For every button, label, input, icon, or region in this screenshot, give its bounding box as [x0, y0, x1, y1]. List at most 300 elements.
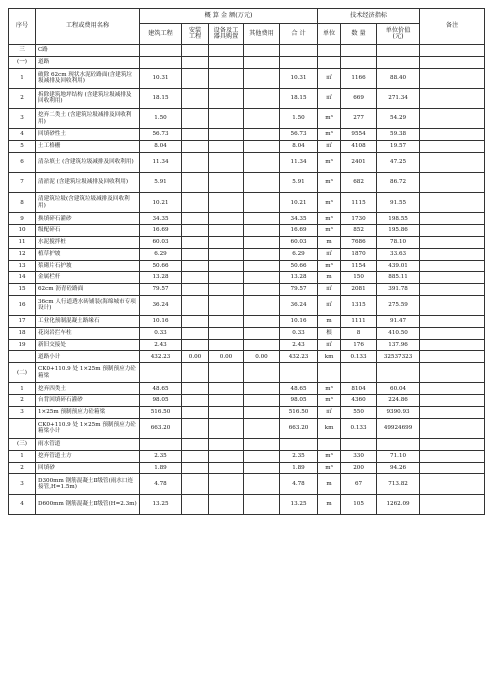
- row-equipment-amount: [209, 68, 244, 88]
- row-building-amount: 50.66: [140, 260, 182, 272]
- row-item-name: 级配碎石: [36, 225, 140, 237]
- row-total-amount: 18.15: [280, 88, 318, 108]
- row-total-amount: 60.03: [280, 236, 318, 248]
- row-equipment-amount: [209, 383, 244, 395]
- header-tech-group: 技术经济指标: [318, 9, 420, 24]
- row-other-amount: [244, 260, 280, 272]
- row-equipment-amount: [209, 284, 244, 296]
- table-row: [9, 260, 485, 272]
- row-total-amount: 6.29: [280, 248, 318, 260]
- row-other-amount: [244, 45, 280, 57]
- row-install-amount: [182, 213, 209, 225]
- row-equipment-amount: [209, 295, 244, 315]
- row-other-amount: [244, 418, 280, 438]
- row-seq: 8: [9, 193, 36, 213]
- row-other-amount: [244, 439, 280, 451]
- row-seq: 13: [9, 260, 36, 272]
- row-install-amount: [182, 450, 209, 462]
- row-building-amount: 1.89: [140, 462, 182, 474]
- header-remark: 备注: [420, 9, 485, 45]
- row-unit: m³: [318, 395, 341, 407]
- row-total-amount: 13.28: [280, 272, 318, 284]
- row-remark: [420, 462, 485, 474]
- row-quantity: [341, 56, 377, 68]
- row-item-name: 道路: [36, 56, 140, 68]
- row-total-amount: 98.05: [280, 395, 318, 407]
- row-building-amount: 4.78: [140, 474, 182, 494]
- header-seq: 序号: [9, 9, 36, 45]
- row-equipment-amount: [209, 45, 244, 57]
- row-install-amount: [182, 474, 209, 494]
- row-item-name: 新旧交接处: [36, 339, 140, 351]
- row-unit: m³: [318, 260, 341, 272]
- row-equipment-amount: [209, 172, 244, 192]
- row-building-amount: [140, 439, 182, 451]
- row-unit: m³: [318, 193, 341, 213]
- row-seq: 14: [9, 272, 36, 284]
- row-total-amount: 516.50: [280, 407, 318, 419]
- row-unit-value: 19.57: [377, 140, 420, 152]
- row-building-amount: 0.33: [140, 327, 182, 339]
- row-remark: [420, 140, 485, 152]
- row-unit-value: 32537323: [377, 351, 420, 363]
- row-total-amount: 36.24: [280, 295, 318, 315]
- row-remark: [420, 418, 485, 438]
- row-equipment-amount: [209, 462, 244, 474]
- row-remark: [420, 225, 485, 237]
- row-remark: [420, 494, 485, 514]
- row-unit: m³: [318, 129, 341, 141]
- row-other-amount: [244, 462, 280, 474]
- row-seq: 16: [9, 295, 36, 315]
- row-total-amount: 1.89: [280, 462, 318, 474]
- row-building-amount: 2.43: [140, 339, 182, 351]
- row-building-amount: 6.29: [140, 248, 182, 260]
- table-row: [9, 129, 485, 141]
- row-total-amount: [280, 363, 318, 383]
- row-quantity: 105: [341, 494, 377, 514]
- table-row: [9, 45, 485, 57]
- row-seq: 4: [9, 129, 36, 141]
- row-unit: [318, 45, 341, 57]
- row-remark: [420, 339, 485, 351]
- row-building-amount: 1.50: [140, 108, 182, 128]
- row-other-amount: [244, 474, 280, 494]
- row-unit: km: [318, 351, 341, 363]
- row-unit: ㎡: [318, 88, 341, 108]
- row-item-name: 清淤泥 (含建筑垃圾减排及回收利用): [36, 172, 140, 192]
- row-unit-value: 59.38: [377, 129, 420, 141]
- row-install-amount: [182, 108, 209, 128]
- row-seq: (二): [9, 363, 36, 383]
- row-total-amount: 16.69: [280, 225, 318, 237]
- row-seq: 19: [9, 339, 36, 351]
- row-other-amount: [244, 68, 280, 88]
- table-row: [9, 418, 485, 438]
- row-install-amount: [182, 316, 209, 328]
- row-remark: [420, 363, 485, 383]
- row-item-name: 工业化预制混凝土路缘石: [36, 316, 140, 328]
- row-unit-value: 198.55: [377, 213, 420, 225]
- row-install-amount: [182, 295, 209, 315]
- row-install-amount: 0.00: [182, 351, 209, 363]
- row-unit-value: 33.63: [377, 248, 420, 260]
- row-building-amount: 5.91: [140, 172, 182, 192]
- row-seq: 7: [9, 172, 36, 192]
- row-remark: [420, 129, 485, 141]
- row-unit-value: 713.82: [377, 474, 420, 494]
- row-equipment-amount: [209, 88, 244, 108]
- row-item-name: 道路小计: [36, 351, 140, 363]
- row-quantity: 150: [341, 272, 377, 284]
- row-install-amount: [182, 45, 209, 57]
- row-remark: [420, 351, 485, 363]
- row-remark: [420, 213, 485, 225]
- row-quantity: 8: [341, 327, 377, 339]
- row-item-name: 回填砂: [36, 462, 140, 474]
- row-unit-value: 195.86: [377, 225, 420, 237]
- row-other-amount: [244, 383, 280, 395]
- row-quantity: [341, 363, 377, 383]
- row-total-amount: [280, 56, 318, 68]
- row-item-name: 花岗岩拦车柱: [36, 327, 140, 339]
- table-row: [9, 284, 485, 296]
- row-total-amount: 48.65: [280, 383, 318, 395]
- row-unit-value: [377, 363, 420, 383]
- table-row: [9, 462, 485, 474]
- row-total-amount: 13.25: [280, 494, 318, 514]
- row-unit-value: 391.78: [377, 284, 420, 296]
- row-unit-value: 88.40: [377, 68, 420, 88]
- row-total-amount: 1.50: [280, 108, 318, 128]
- table-row: [9, 439, 485, 451]
- row-remark: [420, 383, 485, 395]
- table-row: [9, 383, 485, 395]
- row-remark: [420, 327, 485, 339]
- table-row: [9, 363, 485, 383]
- row-quantity: 9554: [341, 129, 377, 141]
- row-install-amount: [182, 129, 209, 141]
- row-unit: m³: [318, 152, 341, 172]
- row-building-amount: 34.35: [140, 213, 182, 225]
- row-unit-value: 137.96: [377, 339, 420, 351]
- row-equipment-amount: [209, 225, 244, 237]
- row-equipment-amount: [209, 494, 244, 514]
- row-equipment-amount: [209, 327, 244, 339]
- row-total-amount: 432.23: [280, 351, 318, 363]
- row-equipment-amount: [209, 316, 244, 328]
- row-unit: [318, 439, 341, 451]
- row-building-amount: 663.20: [140, 418, 182, 438]
- row-total-amount: [280, 439, 318, 451]
- row-unit: m: [318, 316, 341, 328]
- row-total-amount: 10.16: [280, 316, 318, 328]
- header-equipment: 设备及工 器具购置: [209, 24, 244, 45]
- row-seq: 2: [9, 462, 36, 474]
- row-unit: m³: [318, 383, 341, 395]
- row-seq: 17: [9, 316, 36, 328]
- row-equipment-amount: [209, 236, 244, 248]
- row-item-name: C路: [36, 45, 140, 57]
- row-building-amount: 10.16: [140, 316, 182, 328]
- row-seq: [9, 418, 36, 438]
- row-unit: ㎡: [318, 295, 341, 315]
- row-item-name: 挖弃四类土: [36, 383, 140, 395]
- row-unit-value: 60.04: [377, 383, 420, 395]
- header-unit: 单位: [318, 24, 341, 45]
- row-seq: 2: [9, 395, 36, 407]
- row-total-amount: 2.35: [280, 450, 318, 462]
- header-qty: 数 量: [341, 24, 377, 45]
- row-remark: [420, 108, 485, 128]
- table-row: [9, 272, 485, 284]
- row-other-amount: [244, 56, 280, 68]
- row-install-amount: [182, 225, 209, 237]
- row-other-amount: [244, 225, 280, 237]
- row-seq: 9: [9, 213, 36, 225]
- row-quantity: 0.133: [341, 418, 377, 438]
- row-quantity: 682: [341, 172, 377, 192]
- table-row: [9, 295, 485, 315]
- row-item-name: 挖弃二类土 (含建筑垃圾减排及回收利用): [36, 108, 140, 128]
- row-unit: m³: [318, 450, 341, 462]
- table-row: [9, 339, 485, 351]
- row-item-name: 清杂填土 (含建筑垃圾减排及回收利用): [36, 152, 140, 172]
- row-equipment-amount: [209, 129, 244, 141]
- row-quantity: 1315: [341, 295, 377, 315]
- row-seq: [9, 351, 36, 363]
- row-install-amount: [182, 439, 209, 451]
- row-seq: 4: [9, 494, 36, 514]
- row-building-amount: [140, 363, 182, 383]
- row-install-amount: [182, 248, 209, 260]
- row-other-amount: [244, 284, 280, 296]
- row-total-amount: 663.20: [280, 418, 318, 438]
- table-row: [9, 140, 485, 152]
- row-equipment-amount: [209, 474, 244, 494]
- row-item-name: 金属栏杆: [36, 272, 140, 284]
- row-other-amount: [244, 327, 280, 339]
- row-remark: [420, 272, 485, 284]
- row-unit-value: 49924699: [377, 418, 420, 438]
- row-total-amount: 10.31: [280, 68, 318, 88]
- row-item-name: CK0+110.9 处 1×25m 预制预应力砼箱梁: [36, 363, 140, 383]
- row-remark: [420, 316, 485, 328]
- row-equipment-amount: [209, 193, 244, 213]
- row-other-amount: [244, 395, 280, 407]
- row-install-amount: [182, 407, 209, 419]
- row-remark: [420, 88, 485, 108]
- row-other-amount: [244, 129, 280, 141]
- table-row: [9, 450, 485, 462]
- row-building-amount: [140, 45, 182, 57]
- row-unit-value: 410.50: [377, 327, 420, 339]
- row-install-amount: [182, 327, 209, 339]
- row-remark: [420, 236, 485, 248]
- row-equipment-amount: [209, 248, 244, 260]
- row-quantity: 852: [341, 225, 377, 237]
- row-equipment-amount: [209, 439, 244, 451]
- header-building: 建筑工程: [140, 24, 182, 45]
- table-row: [9, 327, 485, 339]
- row-other-amount: 0.00: [244, 351, 280, 363]
- row-quantity: 1154: [341, 260, 377, 272]
- row-building-amount: 16.69: [140, 225, 182, 237]
- row-other-amount: [244, 450, 280, 462]
- row-equipment-amount: 0.00: [209, 351, 244, 363]
- row-other-amount: [244, 108, 280, 128]
- row-item-name: 回填砂性土: [36, 129, 140, 141]
- row-total-amount: 4.78: [280, 474, 318, 494]
- row-quantity: 1730: [341, 213, 377, 225]
- row-remark: [420, 395, 485, 407]
- row-equipment-amount: [209, 363, 244, 383]
- row-building-amount: 79.57: [140, 284, 182, 296]
- row-other-amount: [244, 494, 280, 514]
- row-unit-value: 78.10: [377, 236, 420, 248]
- row-building-amount: 2.35: [140, 450, 182, 462]
- row-quantity: 550: [341, 407, 377, 419]
- row-install-amount: [182, 395, 209, 407]
- row-seq: 1: [9, 68, 36, 88]
- header-other: 其他费用: [244, 24, 280, 45]
- row-building-amount: 11.34: [140, 152, 182, 172]
- row-unit: ㎡: [318, 407, 341, 419]
- row-install-amount: [182, 193, 209, 213]
- row-seq: (一): [9, 56, 36, 68]
- row-unit-value: [377, 45, 420, 57]
- row-equipment-amount: [209, 272, 244, 284]
- table-row: [9, 316, 485, 328]
- row-install-amount: [182, 56, 209, 68]
- row-quantity: 200: [341, 462, 377, 474]
- row-unit-value: 91.47: [377, 316, 420, 328]
- row-remark: [420, 439, 485, 451]
- row-equipment-amount: [209, 450, 244, 462]
- row-building-amount: 36.24: [140, 295, 182, 315]
- row-unit-value: 86.72: [377, 172, 420, 192]
- row-unit-value: 439.01: [377, 260, 420, 272]
- row-remark: [420, 260, 485, 272]
- row-building-amount: 13.28: [140, 272, 182, 284]
- row-quantity: 4108: [341, 140, 377, 152]
- row-unit: m: [318, 474, 341, 494]
- row-other-amount: [244, 193, 280, 213]
- row-install-amount: [182, 152, 209, 172]
- row-seq: 2: [9, 88, 36, 108]
- row-quantity: 2081: [341, 284, 377, 296]
- row-install-amount: [182, 339, 209, 351]
- row-building-amount: 516.50: [140, 407, 182, 419]
- row-install-amount: [182, 236, 209, 248]
- table-row: [9, 474, 485, 494]
- table-row: [9, 351, 485, 363]
- row-quantity: 67: [341, 474, 377, 494]
- row-unit: ㎡: [318, 284, 341, 296]
- row-other-amount: [244, 172, 280, 192]
- row-unit-value: [377, 439, 420, 451]
- row-item-name: D300mm 钢筋混凝土Ⅱ级管(雨水口连接管,H=1.5m): [36, 474, 140, 494]
- header-unit-value: 单位价值 (元): [377, 24, 420, 45]
- row-other-amount: [244, 88, 280, 108]
- row-remark: [420, 68, 485, 88]
- row-unit: km: [318, 418, 341, 438]
- row-item-name: 换填碎石灌砂: [36, 213, 140, 225]
- row-equipment-amount: [209, 56, 244, 68]
- row-unit: ㎡: [318, 248, 341, 260]
- row-other-amount: [244, 295, 280, 315]
- row-unit: ㎡: [318, 339, 341, 351]
- row-item-name: 台背回填碎石灌砂: [36, 395, 140, 407]
- row-seq: 11: [9, 236, 36, 248]
- row-unit-value: 275.59: [377, 295, 420, 315]
- header-item-name: 工程或费用名称: [36, 9, 140, 45]
- row-other-amount: [244, 248, 280, 260]
- row-install-amount: [182, 494, 209, 514]
- table-row: [9, 236, 485, 248]
- table-row: [9, 407, 485, 419]
- row-total-amount: 56.73: [280, 129, 318, 141]
- row-equipment-amount: [209, 395, 244, 407]
- row-unit: m: [318, 236, 341, 248]
- row-seq: 10: [9, 225, 36, 237]
- table-row: [9, 152, 485, 172]
- row-quantity: [341, 439, 377, 451]
- header-install: 安装 工程: [182, 24, 209, 45]
- row-equipment-amount: [209, 152, 244, 172]
- row-item-name: 植草护坡: [36, 248, 140, 260]
- row-unit: m³: [318, 462, 341, 474]
- row-unit: m³: [318, 225, 341, 237]
- row-total-amount: 5.91: [280, 172, 318, 192]
- row-install-amount: [182, 88, 209, 108]
- row-seq: 12: [9, 248, 36, 260]
- table-row: [9, 213, 485, 225]
- row-item-name: 1×25m 预制预应力砼箱梁: [36, 407, 140, 419]
- row-unit: m: [318, 272, 341, 284]
- row-total-amount: 10.21: [280, 193, 318, 213]
- table-row: [9, 395, 485, 407]
- row-quantity: 7686: [341, 236, 377, 248]
- table-row: [9, 68, 485, 88]
- row-building-amount: 432.23: [140, 351, 182, 363]
- row-remark: [420, 56, 485, 68]
- row-building-amount: 60.03: [140, 236, 182, 248]
- row-seq: 3: [9, 407, 36, 419]
- row-total-amount: 0.33: [280, 327, 318, 339]
- row-quantity: 176: [341, 339, 377, 351]
- table-row: [9, 193, 485, 213]
- table-row: [9, 88, 485, 108]
- row-seq: 5: [9, 140, 36, 152]
- row-quantity: 669: [341, 88, 377, 108]
- row-unit-value: 224.86: [377, 395, 420, 407]
- row-unit: m: [318, 494, 341, 514]
- row-seq: 1: [9, 383, 36, 395]
- row-item-name: 土工格栅: [36, 140, 140, 152]
- row-equipment-amount: [209, 418, 244, 438]
- row-quantity: 0.133: [341, 351, 377, 363]
- row-seq: (三): [9, 439, 36, 451]
- row-unit-value: 71.10: [377, 450, 420, 462]
- row-item-name: 破除 62cm 现状水泥砼路面(含建筑垃圾减排及回收利用): [36, 68, 140, 88]
- row-total-amount: 11.34: [280, 152, 318, 172]
- row-other-amount: [244, 140, 280, 152]
- row-total-amount: [280, 45, 318, 57]
- row-unit-value: 271.34: [377, 88, 420, 108]
- table-row: [9, 248, 485, 260]
- row-quantity: 277: [341, 108, 377, 128]
